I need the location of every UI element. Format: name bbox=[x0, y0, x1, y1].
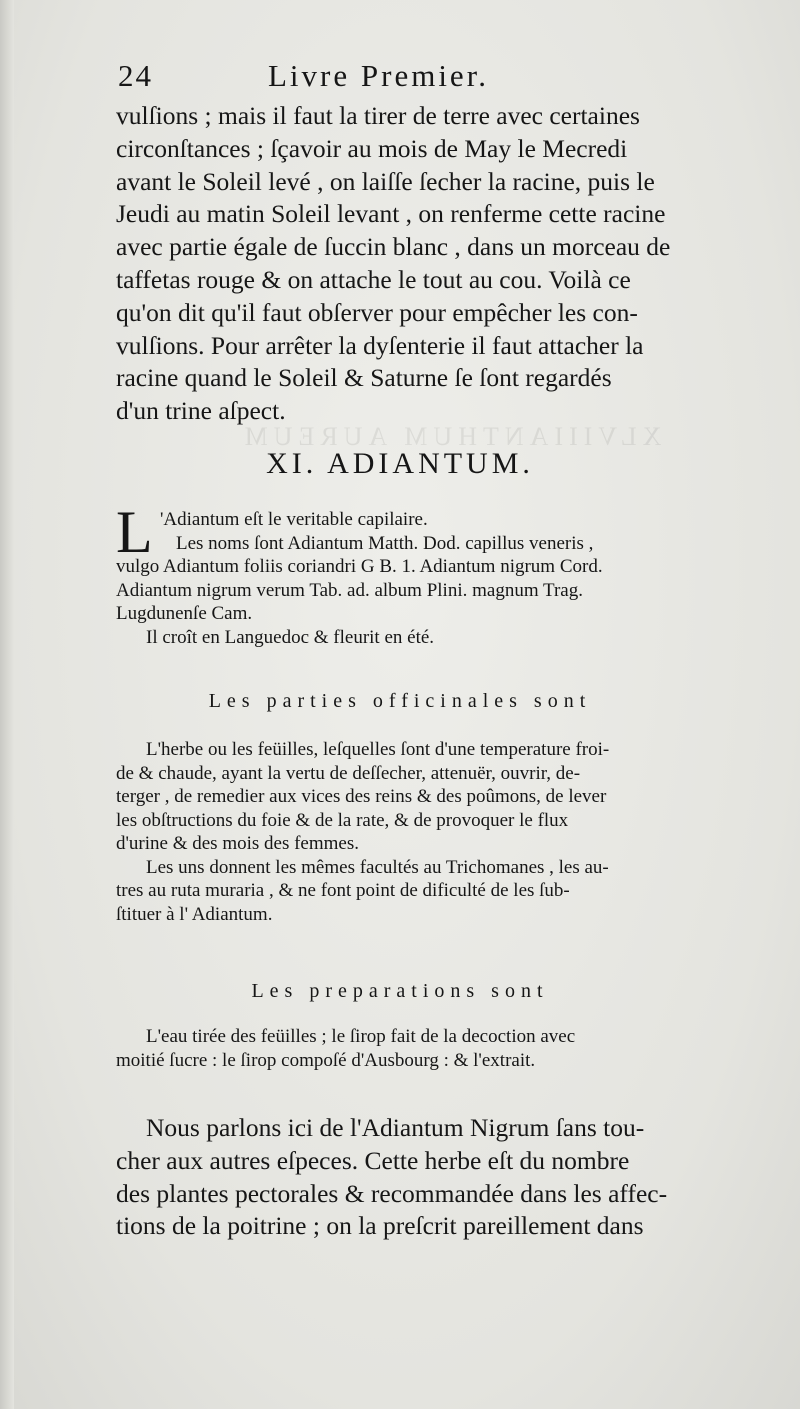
text-line: 'Adiantum eſt le veritable capilaire. bbox=[160, 509, 428, 530]
preparations-paragraph bbox=[116, 1025, 766, 1072]
text-line: moitié ſucre : le ſirop compoſé d'Ausbourg : & l'extrait. bbox=[116, 1049, 536, 1071]
running-header bbox=[118, 58, 758, 94]
closing-paragraph bbox=[116, 1112, 766, 1243]
text-line: d'un trine aſpect. bbox=[116, 396, 286, 426]
text-line: les obſtructions du foie & de la rate, & de provoquer le flux bbox=[116, 809, 569, 831]
text-line: Les uns donnent les mêmes facultés au Trichomanes , les au- bbox=[146, 856, 609, 878]
text-line: vulgo Adiantum foliis coriandri G B. 1. Adiantum nigrum Cord. bbox=[116, 556, 603, 577]
running-title: Livre Premier. bbox=[268, 58, 490, 93]
text-line: L'eau tirée des feüilles ; le ſirop fait de la decoction avec bbox=[146, 1026, 576, 1047]
text-line: Lugdunenſe Cam. bbox=[116, 603, 253, 624]
preparations-heading: Les preparations sont bbox=[251, 980, 549, 1002]
text-line: tions de la poitrine ; on la preſcrit pareillement dans bbox=[116, 1211, 644, 1241]
text-line: qu'on dit qu'il faut obſerver pour empêcher les con- bbox=[116, 297, 638, 327]
plant-description bbox=[116, 499, 766, 649]
text-line: Les noms ſont Adiantum Matth. Dod. capillus veneris , bbox=[176, 532, 594, 554]
text-line: circonſtances ; ſçavoir au mois de May le Mecredi bbox=[116, 133, 628, 163]
text-line: des plantes pectorales & recommandée dans les affec- bbox=[116, 1178, 668, 1208]
text-line: Adiantum nigrum verum Tab. ad. album Plini. magnum Trag. bbox=[116, 579, 583, 601]
text-line: ſtituer à l' Adiantum. bbox=[116, 903, 273, 925]
page-number: 24 bbox=[118, 58, 153, 93]
parties-paragraph bbox=[116, 738, 766, 926]
text-line: cher aux autres eſpeces. Cette herbe eſt du nombre bbox=[116, 1145, 630, 1175]
text-line: avant le Soleil levé , on laiſſe ſecher la racine, puis le bbox=[116, 166, 655, 196]
text-line: vulſions. Pour arrêter la dyſenterie il faut attacher la bbox=[116, 330, 644, 360]
text-line: taffetas rouge & on attache le tout au cou. Voilà ce bbox=[116, 264, 631, 294]
intro-paragraph bbox=[116, 100, 766, 428]
text-line: Il croît en Languedoc & fleurit en été. bbox=[146, 626, 435, 648]
text-line: de & chaude, ayant la vertu de deſſecher, attenuër, ouvrir, de- bbox=[116, 762, 581, 784]
text-line: d'urine & des mois des femmes. bbox=[116, 833, 359, 854]
text-line: tres au ruta muraria , & ne font point de dificulté de les ſub- bbox=[116, 880, 570, 901]
text-line: vulſions ; mais il faut la tirer de terre avec certaines bbox=[116, 101, 640, 130]
text-line: avec partie égale de ſuccin blanc , dans un morceau de bbox=[116, 232, 671, 262]
show-through-text: XLVIIIANTHUM AUREUM bbox=[238, 422, 662, 451]
text-line: racine quand le Soleil & Saturne ſe ſont regardés bbox=[116, 363, 612, 393]
text-line: Jeudi au matin Soleil levant , on renferme cette racine bbox=[116, 199, 666, 229]
text-line: L'herbe ou les feüilles, leſquelles ſont d'une temperature froi- bbox=[146, 739, 610, 760]
parties-heading: Les parties officinales sont bbox=[208, 690, 592, 712]
text-line: terger , de remedier aux vices des reins & des poûmons, de lever bbox=[116, 786, 607, 807]
text-line: Nous parlons ici de l'Adiantum Nigrum ſans tou- bbox=[146, 1113, 645, 1142]
section-heading: XI. ADIANTUM. bbox=[266, 447, 534, 480]
drop-capital: L bbox=[116, 499, 153, 565]
